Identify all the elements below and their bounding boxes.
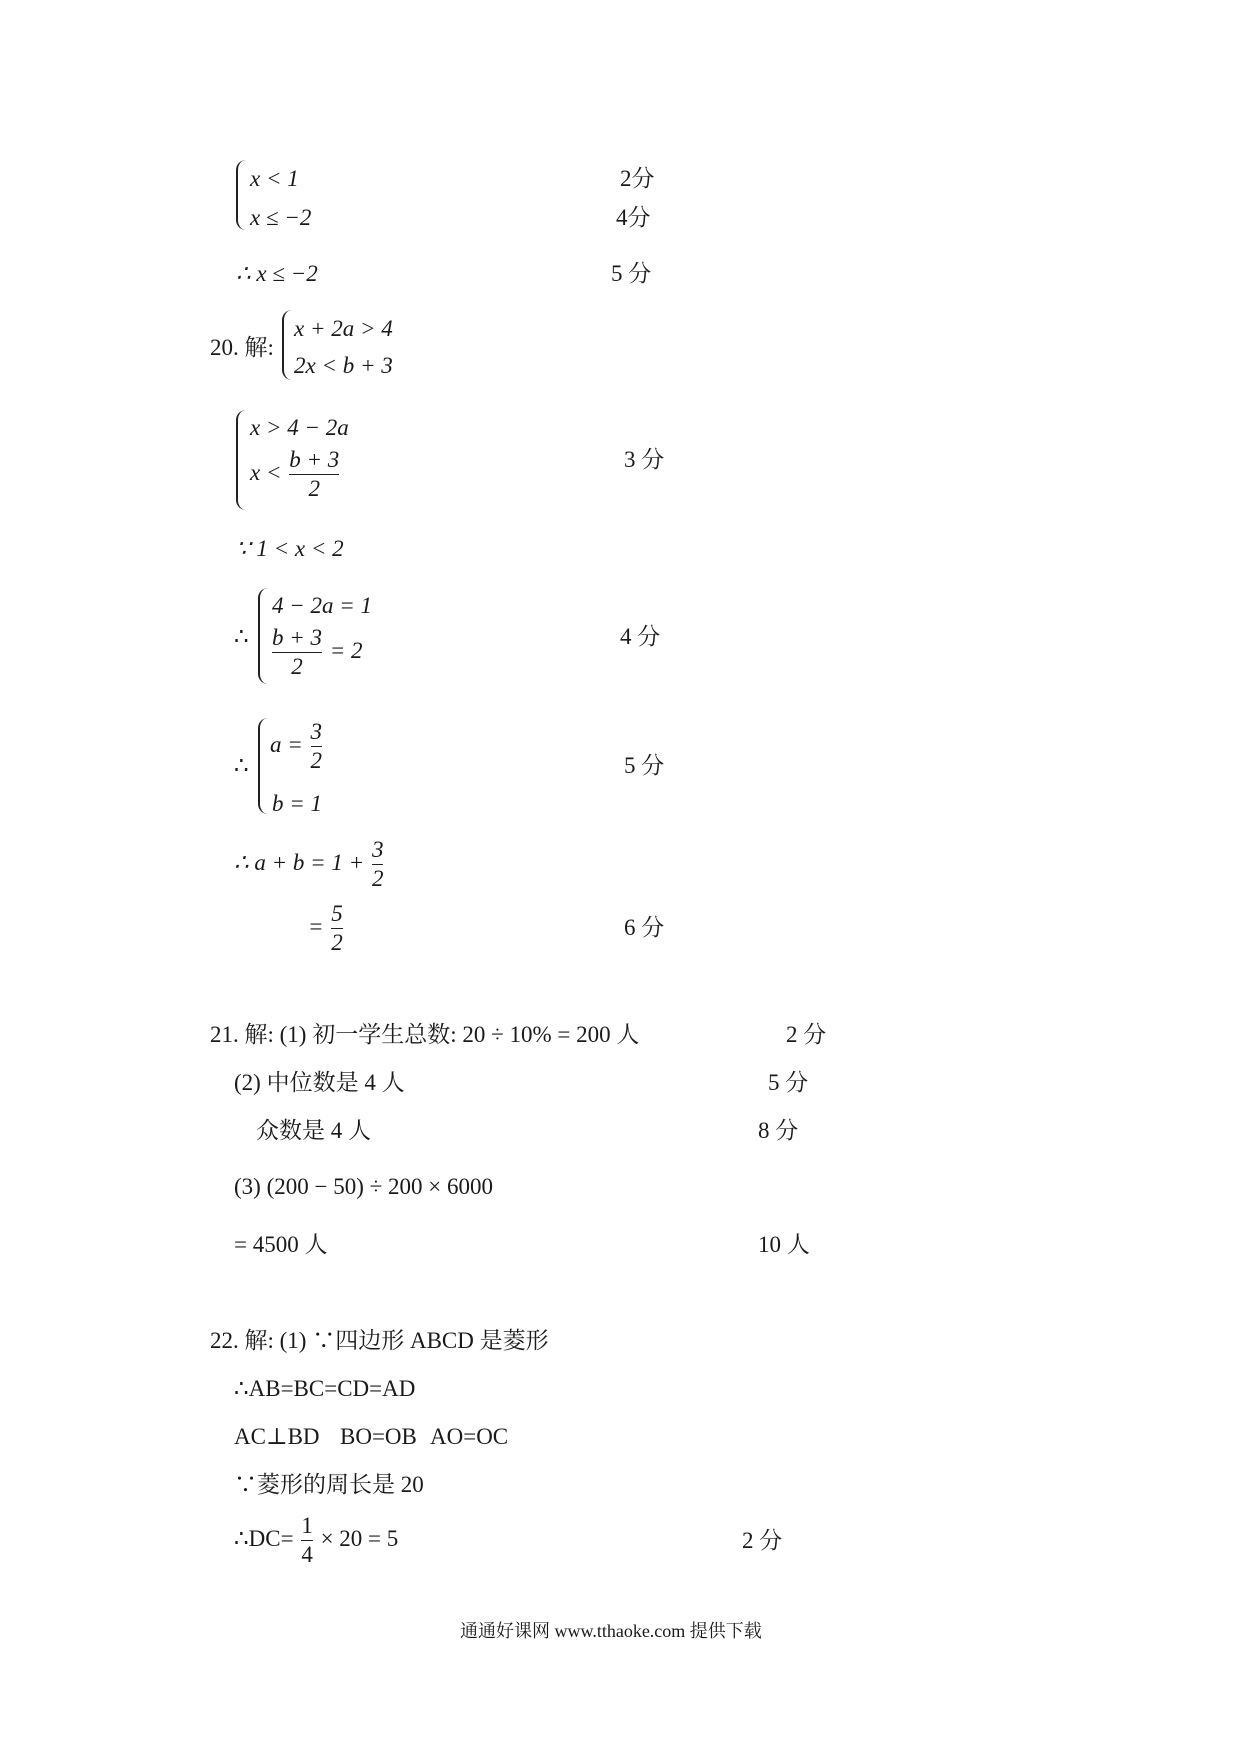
q20-eq1: x + 2a > 4	[294, 316, 393, 341]
q22-line1: 22. 解: (1) ∵四边形 ABCD 是菱形	[210, 1328, 549, 1353]
q20-s2-line2-suffix: = 2	[329, 637, 363, 663]
q20-s3-prefix: ∴	[234, 753, 249, 778]
q21-line5-score: 10 人	[758, 1232, 810, 1257]
footer-text: 通通好课网 www.tthaoke.com 提供下载	[460, 1621, 762, 1641]
q20-s1-score: 3 分	[624, 447, 665, 472]
q20-s5-fraction	[331, 902, 343, 955]
q22-line5-fraction	[301, 1514, 313, 1567]
sys-top-line1: x < 1	[250, 166, 299, 191]
q20-s4	[234, 838, 385, 891]
step-top: ∴ x ≤ −2	[236, 261, 318, 286]
q20-s2-line1: 4 − 2a = 1	[272, 593, 373, 618]
q22-line5-score: 2 分	[742, 1528, 783, 1553]
q20-s2-line2	[270, 626, 363, 679]
q20-s4-frac-den: 2	[371, 866, 384, 892]
q20-s5	[308, 902, 345, 955]
q22-line5-suffix: × 20 = 5	[320, 1525, 399, 1551]
q20-s3-line1	[270, 720, 324, 773]
q20-s4-fraction	[372, 838, 384, 891]
q20-s3-line2: b = 1	[272, 791, 323, 816]
q21-line2: (2) 中位数是 4 人	[234, 1070, 405, 1095]
q20-s5-score: 6 分	[624, 915, 665, 940]
score-top-2: 4分	[616, 205, 651, 230]
q22-line3c: AO=OC	[430, 1424, 509, 1449]
q22-line3a: AC⊥BD	[234, 1424, 320, 1449]
q20-s3-line1-prefix: a =	[270, 731, 303, 757]
q20-s1-line2	[250, 448, 341, 501]
q20-s4-frac-num: 3	[371, 837, 384, 862]
sys-top-line2: x ≤ −2	[250, 205, 312, 230]
q20-s1-frac-den: 2	[308, 476, 320, 502]
q21-line3-score: 8 分	[758, 1118, 799, 1143]
q21-line1: 21. 解: (1) 初一学生总数: 20 ÷ 10% = 200 人	[210, 1022, 640, 1047]
q22-line5-frac-den: 4	[301, 1542, 313, 1568]
q22-line3b: BO=OB	[340, 1424, 417, 1449]
q21-line3: 众数是 4 人	[256, 1118, 371, 1143]
q22-line4: ∵菱形的周长是 20	[234, 1472, 424, 1497]
q20-s5-frac-den: 2	[331, 930, 343, 956]
q20-s3-frac-den: 2	[310, 748, 323, 774]
q20-s3-fraction	[311, 720, 323, 773]
q21-line1-score: 2 分	[786, 1022, 827, 1047]
q20-s2-fraction	[272, 626, 322, 679]
q20-s3-score: 5 分	[624, 753, 665, 778]
q20-s4-text: ∴ a + b = 1 +	[234, 849, 365, 875]
q20-because: ∵ 1 < x < 2	[236, 536, 344, 561]
q20-s5-prefix: =	[308, 913, 324, 939]
q22-line2: ∴AB=BC=CD=AD	[234, 1376, 416, 1401]
q21-line4: (3) (200 − 50) ÷ 200 × 6000	[234, 1174, 493, 1199]
q20-label: 20. 解:	[210, 335, 274, 360]
q21-line2-score: 5 分	[768, 1070, 809, 1095]
q20-s5-frac-num: 5	[331, 901, 343, 926]
q20-s1-line2-prefix: x <	[250, 459, 282, 485]
q20-s1-line1: x > 4 − 2a	[250, 415, 349, 440]
q21-line5: = 4500 人	[234, 1232, 328, 1257]
q20-s2-prefix: ∴	[234, 624, 249, 649]
score-top-1: 2分	[620, 166, 655, 191]
q20-s2-frac-num: b + 3	[272, 625, 323, 650]
q20-s2-frac-den: 2	[291, 654, 303, 680]
q22-line5	[234, 1514, 398, 1567]
q20-eq2: 2x < b + 3	[294, 353, 393, 378]
q20-s3-frac-num: 3	[310, 719, 323, 744]
q20-s1-frac-num: b + 3	[289, 447, 340, 472]
q22-line5-frac-num: 1	[301, 1513, 313, 1538]
score-step-top: 5 分	[611, 261, 652, 286]
q20-s2-score: 4 分	[620, 624, 661, 649]
q22-line5-prefix: ∴DC=	[234, 1525, 294, 1551]
q20-s1-fraction	[289, 448, 339, 501]
